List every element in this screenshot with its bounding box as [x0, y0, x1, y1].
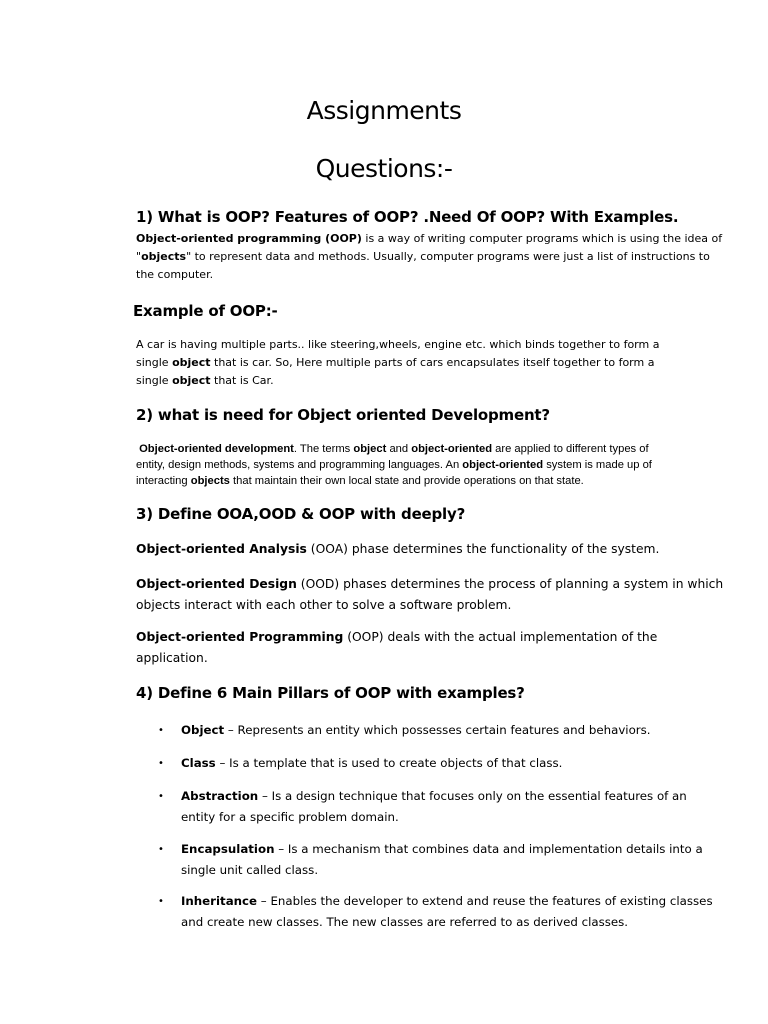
list-item-text: – Is a mechanism that combines data and implementation details into a: [274, 842, 703, 856]
example-line-3-text: that is Car.: [210, 374, 274, 387]
q1-line-2-text: " to represent data and methods. Usually, computer programs were just a list of instructions to: [186, 250, 710, 263]
example-line-3-pre: single: [136, 374, 173, 387]
list-item-line-1: [181, 753, 562, 774]
q2-line-1-text-3: are applied to different types of: [492, 443, 649, 455]
list-item: [158, 720, 651, 741]
example-line-2: [136, 354, 659, 372]
list-item: [158, 753, 562, 774]
example-line-1: A car is having multiple parts.. like steering,wheels, engine etc. which binds together to form a: [136, 338, 660, 351]
q1-heading: 1) What is OOP? Features of OOP? .Need Of OOP? With Examples.: [136, 208, 679, 226]
q2-line-3-text-2: that maintain their own local state and provide operations on that state.: [229, 475, 584, 487]
q3-ood-line-1: [136, 574, 723, 595]
list-item: [158, 891, 713, 933]
example-line-3-bold: object: [172, 374, 211, 387]
list-item-term: Class: [181, 756, 216, 770]
q3-ood-term: Object-oriented Design: [136, 577, 297, 591]
q2-line-3: [136, 473, 652, 489]
q2-line-1-bold-1: Object-oriented development: [139, 443, 294, 455]
list-item-text: – Is a template that is used to create objects of that class.: [215, 756, 563, 770]
page-subtitle: Questions:-: [315, 154, 453, 183]
q2-heading: 2) what is need for Object oriented Development?: [136, 406, 550, 424]
list-item-line-1: [181, 786, 687, 807]
example-line-3: [136, 372, 659, 390]
list-item-line-2: and create new classes. The new classes are referred to as derived classes.: [181, 915, 629, 929]
q4-heading: 4) Define 6 Main Pillars of OOP with examples?: [136, 684, 525, 702]
list-item-line-2: single unit called class.: [181, 863, 319, 877]
list-item-term: Inheritance: [181, 894, 258, 908]
example-paragraph: [136, 336, 659, 390]
example-heading: Example of OOP:-: [133, 302, 278, 320]
q3-ooa-term: Object-oriented Analysis: [136, 542, 307, 556]
q3-ood-text: (OOD) phases determines the process of planning a system in which: [296, 577, 724, 591]
q2-line-2-text-2: system is made up of: [543, 459, 652, 471]
q1-line-3: the computer.: [136, 268, 214, 281]
list-item-line-2: entity for a specific problem domain.: [181, 810, 399, 824]
q1-line-2-quote: ": [136, 250, 142, 263]
q3-oop-term: Object-oriented Programming: [136, 630, 344, 644]
q3-oop: [136, 627, 657, 669]
q2-line-2: [136, 457, 652, 473]
q1-paragraph: [136, 230, 722, 284]
list-item-term: Encapsulation: [181, 842, 275, 856]
q2-line-1-text-1: . The terms: [293, 443, 354, 455]
list-item-text: – Enables the developer to extend and reuse the features of existing classes: [257, 894, 713, 908]
q3-ood: [136, 574, 723, 616]
q3-ooa: [136, 539, 659, 560]
q3-oop-line-1: [136, 627, 657, 648]
q2-line-1-bold-3: object-oriented: [411, 443, 493, 455]
list-item: [158, 786, 687, 828]
list-item-line-1: [181, 891, 713, 912]
q1-line-1: [136, 230, 722, 248]
q2-line-1-bold-2: object: [353, 443, 387, 455]
q2-paragraph: [136, 441, 652, 489]
q2-line-1: [136, 441, 652, 457]
list-item-term: Object: [181, 723, 225, 737]
bullet-icon: •: [158, 844, 164, 855]
q1-line-1-text: is a way of writing computer programs which is using the idea of: [361, 232, 723, 245]
example-line-2-pre: single: [136, 356, 173, 369]
q2-line-2-bold: object-oriented: [462, 459, 544, 471]
example-line-2-text: that is car. So, Here multiple parts of cars encapsulates itself together to form a: [210, 356, 655, 369]
q1-line-2-bold: objects: [141, 250, 187, 263]
example-line-2-bold: object: [172, 356, 211, 369]
q3-oop-text: (OOP) deals with the actual implementation of the: [343, 630, 658, 644]
q2-line-2-text-1: entity, design methods, systems and programming languages. An: [136, 459, 463, 471]
list-item-text: – Is a design technique that focuses only on the essential features of an: [258, 789, 687, 803]
list-item-text: – Represents an entity which possesses certain features and behaviors.: [224, 723, 651, 737]
bullet-icon: •: [158, 896, 164, 907]
q3-ood-line-2: objects interact with each other to solve a software problem.: [136, 598, 512, 612]
q2-line-1-text-2: and: [386, 443, 412, 455]
q3-ooa-text: (OOA) phase determines the functionality of the system.: [306, 542, 660, 556]
q3-heading: 3) Define OOA,OOD & OOP with deeply?: [136, 505, 466, 523]
list-item: [158, 839, 703, 881]
bullet-icon: •: [158, 725, 164, 736]
list-item-term: Abstraction: [181, 789, 259, 803]
q1-line-2: [136, 248, 722, 266]
q1-line-1-bold: Object-oriented programming (OOP): [136, 232, 362, 245]
q3-ooa-line: [136, 539, 659, 560]
list-item-line-1: [181, 720, 651, 741]
q3-oop-line-2: application.: [136, 651, 208, 665]
bullet-icon: •: [158, 791, 164, 802]
page-title: Assignments: [306, 96, 462, 125]
bullet-icon: •: [158, 758, 164, 769]
q2-line-3-text-1: interacting: [136, 475, 191, 487]
list-item-line-1: [181, 839, 703, 860]
q2-line-3-bold: objects: [190, 475, 230, 487]
